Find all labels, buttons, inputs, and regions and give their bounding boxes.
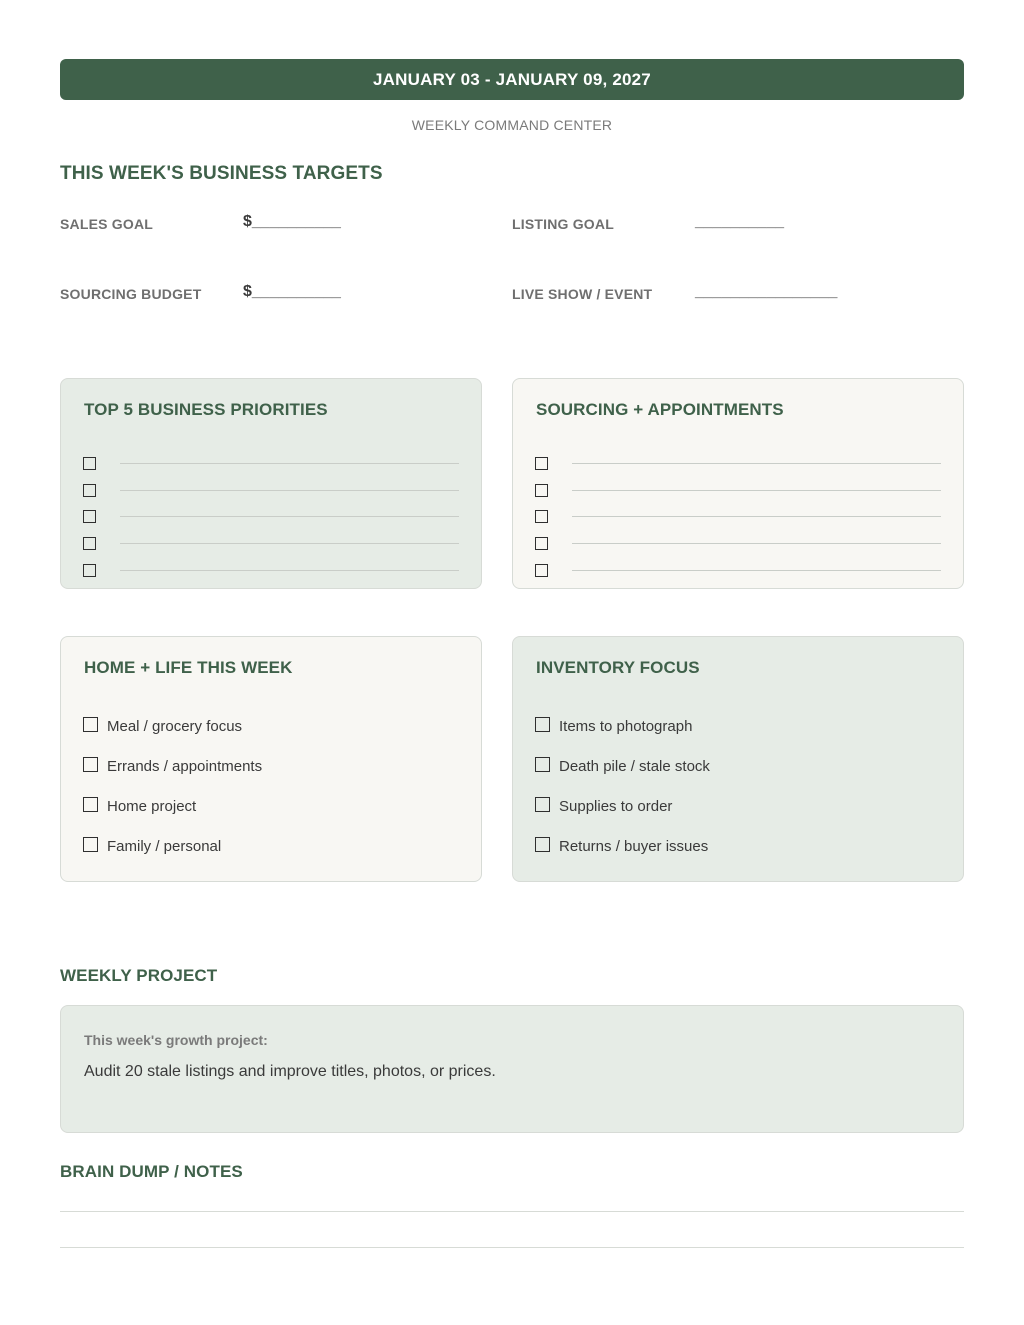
inventory-card bbox=[512, 636, 964, 882]
sourcing-budget-field[interactable]: $__________ bbox=[243, 283, 341, 300]
inventory-item bbox=[535, 837, 708, 855]
sourcing-row bbox=[535, 457, 941, 473]
checkbox[interactable] bbox=[83, 457, 96, 470]
home-life-item bbox=[83, 717, 242, 735]
notes-line[interactable] bbox=[60, 1211, 964, 1212]
priority-row bbox=[83, 457, 459, 473]
sales-goal-field[interactable]: $__________ bbox=[243, 213, 341, 230]
checkbox[interactable] bbox=[83, 484, 96, 497]
weekly-project-heading: WEEKLY PROJECT bbox=[60, 966, 218, 985]
priorities-card bbox=[60, 378, 482, 589]
inventory-title: INVENTORY FOCUS bbox=[536, 658, 700, 677]
checkbox[interactable] bbox=[535, 797, 550, 812]
priority-row bbox=[83, 510, 459, 526]
checkbox[interactable] bbox=[535, 484, 548, 497]
sourcing-row bbox=[535, 510, 941, 526]
write-line[interactable] bbox=[120, 543, 459, 544]
item-label: Returns / buyer issues bbox=[559, 837, 709, 855]
write-line[interactable] bbox=[120, 490, 459, 491]
weekly-project-box bbox=[60, 1005, 964, 1133]
write-line[interactable] bbox=[572, 490, 941, 491]
home-life-item bbox=[83, 797, 196, 815]
sourcing-card bbox=[512, 378, 964, 589]
inventory-item bbox=[535, 717, 692, 735]
sourcing-row bbox=[535, 484, 941, 500]
priority-row bbox=[83, 537, 459, 553]
priority-row bbox=[83, 564, 459, 580]
write-line[interactable] bbox=[120, 463, 459, 464]
targets-heading: THIS WEEK'S BUSINESS TARGETS bbox=[60, 163, 383, 184]
week-date-banner: JANUARY 03 - JANUARY 09, 2027 bbox=[60, 59, 964, 100]
checkbox[interactable] bbox=[83, 510, 96, 523]
home-life-card bbox=[60, 636, 482, 882]
item-label: Home project bbox=[107, 797, 197, 815]
item-label: Death pile / stale stock bbox=[559, 757, 710, 775]
inventory-item bbox=[535, 757, 710, 775]
item-label: Errands / appointments bbox=[107, 757, 263, 775]
sourcing-title: SOURCING + APPOINTMENTS bbox=[536, 400, 784, 419]
live-show-field[interactable]: ________________ bbox=[695, 283, 838, 300]
page-subtitle: WEEKLY COMMAND CENTER bbox=[411, 117, 613, 133]
sales-goal-label: SALES GOAL bbox=[60, 216, 154, 232]
inventory-item bbox=[535, 797, 672, 815]
checkbox[interactable] bbox=[83, 797, 98, 812]
item-label: Family / personal bbox=[107, 837, 222, 855]
checkbox[interactable] bbox=[83, 757, 98, 772]
home-life-title: HOME + LIFE THIS WEEK bbox=[84, 658, 293, 677]
checkbox[interactable] bbox=[535, 717, 550, 732]
listing-goal-field[interactable]: __________ bbox=[695, 213, 784, 230]
notes-line[interactable] bbox=[60, 1247, 964, 1248]
write-line[interactable] bbox=[572, 543, 941, 544]
home-life-item bbox=[83, 757, 262, 775]
project-text[interactable]: Audit 20 stale listings and improve titles, photos, or prices. bbox=[84, 1063, 496, 1080]
priorities-title: TOP 5 BUSINESS PRIORITIES bbox=[84, 400, 328, 419]
write-line[interactable] bbox=[120, 570, 459, 571]
sourcing-budget-label: SOURCING BUDGET bbox=[60, 286, 202, 302]
checkbox[interactable] bbox=[535, 837, 550, 852]
home-life-item bbox=[83, 837, 221, 855]
item-label: Items to photograph bbox=[559, 717, 693, 735]
checkbox[interactable] bbox=[535, 537, 548, 550]
checkbox[interactable] bbox=[83, 537, 96, 550]
listing-goal-label: LISTING GOAL bbox=[512, 216, 614, 232]
item-label: Supplies to order bbox=[559, 797, 673, 815]
write-line[interactable] bbox=[572, 463, 941, 464]
write-line[interactable] bbox=[572, 570, 941, 571]
checkbox[interactable] bbox=[535, 564, 548, 577]
checkbox[interactable] bbox=[535, 757, 550, 772]
write-line[interactable] bbox=[120, 516, 459, 517]
checkbox[interactable] bbox=[535, 510, 548, 523]
sourcing-row bbox=[535, 537, 941, 553]
live-show-label: LIVE SHOW / EVENT bbox=[512, 286, 653, 302]
priority-row bbox=[83, 484, 459, 500]
notes-heading: BRAIN DUMP / NOTES bbox=[60, 1162, 243, 1181]
checkbox[interactable] bbox=[83, 837, 98, 852]
write-line[interactable] bbox=[572, 516, 941, 517]
checkbox[interactable] bbox=[83, 564, 96, 577]
sourcing-row bbox=[535, 564, 941, 580]
checkbox[interactable] bbox=[83, 717, 98, 732]
item-label: Meal / grocery focus bbox=[107, 717, 243, 735]
checkbox[interactable] bbox=[535, 457, 548, 470]
project-label: This week's growth project: bbox=[84, 1032, 268, 1048]
